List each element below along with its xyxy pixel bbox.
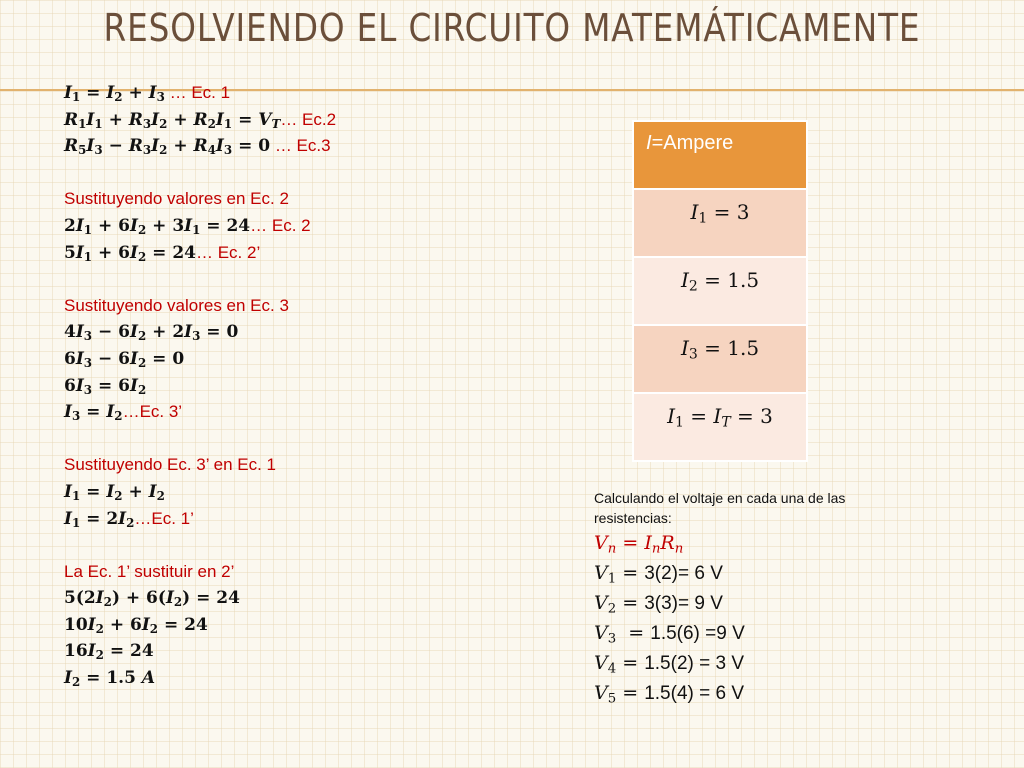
equation-line: $6I_3 - 6I_2 = 0$ — [64, 348, 185, 370]
equations-panel — [64, 80, 336, 692]
section-heading: La Ec. 1’ sustituir en 2’ — [64, 561, 235, 581]
equation-tag: …Ec. 3’ — [122, 402, 183, 422]
equation-line: $16I_2 = 24$ — [64, 641, 154, 663]
equation-line: $I_1$ = $2I_2\dots Ec$. 1’ — [64, 508, 194, 530]
voltage-intro: Calculando el voltaje en cada una de las resistencias: — [594, 490, 846, 526]
equation-tag: … Ec.3 — [274, 136, 331, 156]
equation-line: $6I_3 = 6I_2$ — [64, 375, 147, 397]
equation-tag: … Ec. 2 — [250, 215, 311, 235]
voltage-line-3: $V_3 = 1.5(6) =9$ V — [594, 622, 745, 647]
equation-line: $5(2I_2) + 6(I_2) = 24$ — [64, 588, 240, 610]
section-heading: Sustituyendo valores en Ec. 2 — [64, 189, 289, 209]
voltage-line-1: $V_1 = 3(2)= 6$ V — [594, 562, 723, 587]
table-row: $I_1 = 3$ — [633, 189, 807, 257]
equation-line: $5I_1 + 6I_2$ = 24… Ec. 2’ — [64, 242, 261, 264]
table-row: $I_3 = 1.5$ — [633, 325, 807, 393]
equation-line: $I_1 = I_2 + I_2$ — [64, 481, 165, 503]
section-heading: Sustituyendo Ec. 3’ en Ec. 1 — [64, 455, 276, 475]
table-row: $I_2 = 1.5$ — [633, 257, 807, 325]
equation-line: $2I_1 + 6I_2 + 3I_1$ = 24… Ec. 2 — [64, 215, 311, 237]
voltage-line-2: $V_2 = 3(3)= 9$ V — [594, 592, 723, 617]
slide-title: RESOLVIENDO EL CIRCUITO MATEMÁTICAMENTE — [103, 6, 921, 50]
equation-line-3: $R_5I_3 - R_3I_2 + R_4I_3 = 0$ … Ec.3 — [64, 136, 331, 158]
section-heading: Sustituyendo valores en Ec. 3 — [64, 295, 289, 315]
voltage-line-5: $V_5 = 1.5(4) = 6$ V — [594, 682, 745, 707]
equation-tag: … Ec. 1 — [169, 83, 231, 102]
equation-tag: … Ec. 2’ — [195, 242, 261, 262]
equation-line: $4I_3 - 6I_2 + 2I_3 = 0$ — [64, 322, 239, 344]
currents-table — [632, 120, 808, 462]
voltage-line-4: $V_4 = 1.5(2) = 3$ V — [594, 652, 745, 677]
table-header: I=Ampere — [633, 121, 807, 189]
table-row: $I_1 = I_T = 3$ — [633, 393, 807, 461]
equation-tag: … Ec.2 — [280, 109, 337, 129]
voltage-formula: $V_n = I_nR_n$ — [594, 532, 684, 557]
voltage-panel — [594, 488, 924, 708]
equation-line: $10I_2 + 6I_2 = 24$ — [64, 614, 208, 636]
equation-line-1: $I_1 = I_2 + I_3$ … Ec. 1 — [64, 83, 231, 104]
equation-line: $I_2 = 1.5$ A — [64, 668, 156, 690]
equation-line-2: $R_1I_1 + R_3I_2 + R_2I_1$ = $V_T\dots$ Ec.2 — [64, 109, 337, 131]
equation-tag: …Ec. 1’ — [134, 508, 194, 528]
equation-line: $I_3$ = $I_2\dots Ec$. 3’ — [64, 402, 183, 424]
